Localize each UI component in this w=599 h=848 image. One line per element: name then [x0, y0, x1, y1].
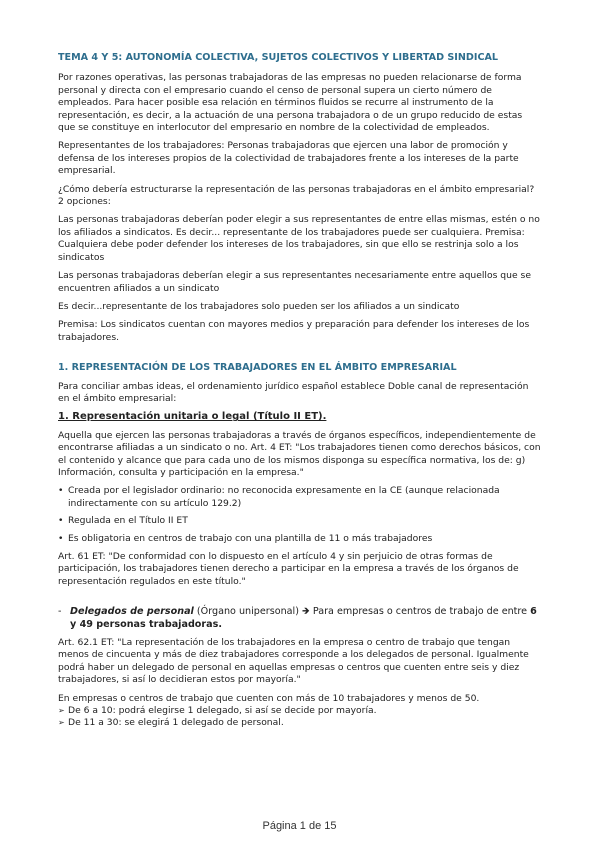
- centers-intro: En empresas o centros de trabajo que cuenten con más de 10 trabajadores y menos de 50.: [58, 692, 480, 704]
- section1-heading: 1. REPRESENTACIÓN DE LOS TRABAJADORES EN EL ÁMBITO EMPRESARIAL: [58, 362, 457, 374]
- art62-paragraph: Art. 62.1 ET: "La representación de los trabajadores en la empresa o centro de trabajo que tengan menos de cincuenta y más de diez trabajadores corresponde a los delegados de personal. Igualmente podrá haber un delegado de personal en aquellas empresas o centros que cuenten entre seis y diez trabajadores, si así lo decidieran estos por mayoría.": [58, 637, 529, 686]
- subsection-paragraph: Aquella que ejercen las personas trabajadoras a través de órganos específicos, independientemente de encontrarse afiliadas a un sindicato o no. Art. 4 ET: "Los trabajadores tienen como derechos básicos, con el contenido y alcance que para cada uno de los mismos disponga su específica normativa, los de: g) Información, consulta y participación en la empresa.": [58, 429, 541, 478]
- option2-premise: Premisa: Los sindicatos cuentan con mayores medios y preparación para defender los intereses de los trabajadores.: [58, 319, 530, 343]
- option2-paragraph: Las personas trabajadoras deberían elegir a sus representantes necesariamente entre aquellos que se encuentren afiliados a un sindicato: [58, 270, 531, 294]
- arrow-icon: 🡺: [302, 606, 310, 618]
- delegados-range: 6 y 49 personas trabajadoras.: [70, 606, 537, 630]
- delegados-organ: (Órgano unipersonal): [196, 606, 299, 618]
- page-title: TEMA 4 Y 5: AUTONOMÍA COLECTIVA, SUJETOS COLECTIVOS Y LIBERTAD SINDICAL: [58, 52, 499, 63]
- option1-paragraph: Las personas trabajadoras deberían poder elegir a sus representantes de entre ellas mismas, estén o no los afiliados a sindicatos. Es decir... representante de los trabajadores puede ser cualquiera. Premisa: Cualquiera debe poder defender los intereses de los trabajadores, sin que ello se restrinja solo a los sindicatos: [58, 214, 540, 263]
- delegados-item: [58, 606, 542, 631]
- list-item: ➢ De 6 a 10: podrá elegirse 1 delegado, si así se decide por mayoría.: [58, 705, 542, 717]
- list-item: ➢ De 11 a 30: se elegirá 1 delegado de personal.: [58, 717, 542, 729]
- subsection-heading: 1. Representación unitaria o legal (Título II ET).: [58, 411, 327, 423]
- page-number: Página 1 de 15: [262, 820, 337, 832]
- representatives-paragraph: Representantes de los trabajadores: Personas trabajadoras que ejercen una labor de promoción y defensa de los intereses propios de la colectividad de trabajadores frente a los intereses de la parte empresarial.: [58, 140, 519, 177]
- art61-paragraph: Art. 61 ET: "De conformidad con lo dispuesto en el artículo 4 y sin perjuicio de otras formas de participación, los trabajadores tienen derecho a participar en la empresa a través de los órganos de representación regulados en este título.": [58, 551, 519, 587]
- document-page: [58, 52, 542, 730]
- features-list: [58, 485, 542, 545]
- delegados-text: Para empresas o centros de trabajo de entre: [312, 606, 528, 618]
- section1-intro: Para conciliar ambas ideas, el ordenamiento jurídico español establece Doble canal de representación en el ámbito empresarial:: [58, 380, 529, 404]
- list-item: • Regulada en el Título II ET: [58, 515, 542, 527]
- intro-paragraph: Por razones operativas, las personas trabajadoras de las empresas no pueden relacionarse de forma personal y directa con el empresario cuando el censo de personal supera un cierto número de empleados. Para hacer posible esa relación en términos fluidos se recurre al instrumento de la representación, es decir, a la actuación de una persona trabajadora o de un grupo reducido de estas que se constituye en interlocutor del empresario en nombre de la colectividad de empleados.: [58, 72, 523, 134]
- list-item: • Creada por el legislador ordinario: no reconocida expresamente en la CE (aunque relacionada indirectamente con su artículo 129.2): [58, 485, 542, 510]
- delegados-term: Delegados de personal: [70, 606, 194, 618]
- question-paragraph: ¿Cómo debería estructurarse la representación de las personas trabajadoras en el ámbito empresarial? 2 opciones:: [58, 183, 535, 208]
- option2-explanation: Es decir...representante de los trabajadores solo pueden ser los afiliados a un sindicato: [58, 300, 460, 312]
- list-item: • Es obligatoria en centros de trabajo con una plantilla de 11 o más trabajadores: [58, 533, 542, 545]
